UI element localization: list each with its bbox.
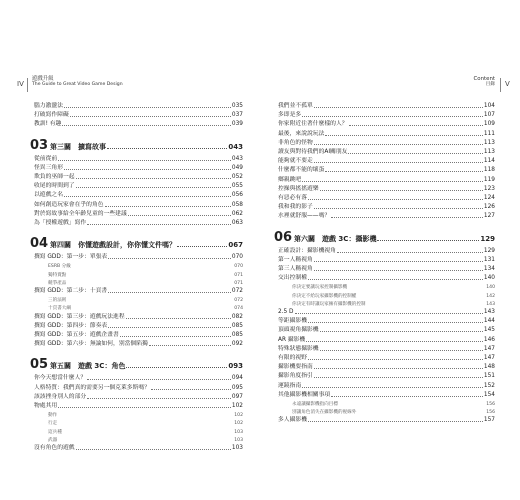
- entry-title: 沒有角色的遊戲: [34, 445, 75, 451]
- entry-title: 第三人稱視角: [278, 266, 313, 272]
- entry-title: 多即是多: [278, 112, 302, 119]
- entry-title: 怪異三角形: [34, 164, 63, 171]
- leader-dots: [295, 313, 483, 314]
- leader-dots: [302, 116, 483, 117]
- entry-title: 以遊戲之名: [34, 192, 63, 199]
- leader-dots: [126, 367, 227, 368]
- toc-entry: [34, 393, 243, 401]
- entry-page: 143: [483, 309, 495, 315]
- entry-page: 097: [231, 393, 243, 400]
- toc-entry: [278, 102, 495, 110]
- entry-title: 能夠就不要走: [278, 158, 313, 165]
- entry-page: 127: [483, 213, 495, 220]
- chapter-title: 第五關 遊戲 3C：角色: [50, 362, 126, 371]
- toc-entry: [278, 157, 495, 165]
- entry-page: 131: [483, 256, 495, 263]
- entry-title: 收尾的時間到了: [34, 183, 75, 190]
- entry-title: 讀友與對待我們的AI關朋友: [278, 149, 348, 155]
- leader-dots: [331, 396, 483, 397]
- leader-dots: [348, 153, 482, 154]
- entry-title: 撰寫 GDD：第三步：遊戲玩法進程: [34, 313, 125, 320]
- entry-title: 撰寫 GDD：第四步：節奏表: [34, 322, 108, 329]
- leader-dots: [64, 107, 231, 108]
- entry-title: 我和我的影子: [278, 204, 313, 211]
- entry-page: 123: [483, 185, 495, 192]
- entry-title: 行走: [48, 421, 58, 427]
- entry-title: 動作: [48, 413, 58, 419]
- leader-dots: [325, 171, 483, 172]
- toc-entry: [34, 384, 243, 392]
- toc-subentry: [278, 292, 495, 300]
- entry-page: 037: [231, 112, 243, 119]
- toc-entry: [34, 322, 243, 330]
- entry-page: 094: [231, 375, 243, 382]
- entry-page: 156: [486, 402, 495, 407]
- toc-entry: [278, 212, 495, 220]
- leader-dots: [314, 368, 483, 369]
- entry-title: 鄉親跳吧: [278, 176, 302, 183]
- entry-page: 156: [486, 410, 495, 416]
- leader-dots: [76, 187, 231, 188]
- toc-entry: [34, 191, 243, 199]
- chapter-heading: [30, 357, 243, 373]
- toc-entry: [278, 416, 495, 424]
- leader-dots: [314, 162, 483, 163]
- entry-title: 打破寫作障礙: [34, 112, 69, 119]
- toc-entry: [34, 331, 243, 339]
- entry-title: 對於寫故事給全年齡兒童的一些建議: [34, 210, 127, 217]
- toc-entry: [278, 345, 495, 353]
- chapter-page: 093: [228, 362, 243, 371]
- entry-page: 085: [231, 332, 243, 338]
- leader-dots: [64, 169, 231, 170]
- entry-page: 062: [231, 210, 243, 217]
- header-title: 遊戲升級: [32, 76, 54, 82]
- entry-title: 第一人稱視角: [278, 256, 313, 263]
- entry-title: 別讓角色消失在攝影機的視線外: [292, 410, 357, 416]
- chapter-page: 043: [228, 142, 243, 151]
- entry-page: 102: [234, 421, 243, 427]
- entry-title: 獨特賣點: [48, 272, 67, 278]
- leader-dots: [108, 327, 231, 328]
- toc-entry: [278, 372, 495, 380]
- entry-title: 撰寫 GDD：第二步：十頁書: [34, 288, 108, 294]
- chapter-heading: [274, 229, 495, 245]
- entry-page: 119: [483, 176, 495, 183]
- entry-page: 103: [234, 437, 243, 443]
- toc-entry: [34, 219, 243, 227]
- toc-subentry: [278, 400, 495, 408]
- chapter-number: 04: [30, 236, 49, 252]
- leader-dots: [64, 196, 231, 197]
- entry-title: 最後，來說說玩法: [278, 130, 325, 137]
- entry-title: 你決定不給玩家攝影機的控制權: [292, 293, 357, 299]
- leader-dots: [302, 181, 483, 182]
- leader-dots: [377, 240, 479, 241]
- entry-page: 154: [483, 391, 495, 398]
- right-page: [260, 0, 520, 500]
- leader-dots: [325, 135, 483, 136]
- entry-title: 三的法則: [48, 298, 67, 304]
- header-rule: [500, 78, 501, 92]
- toc-entry: [278, 120, 495, 128]
- chapter-title: 第四關 你懂遊戲設計，你你懂文件嗎？: [50, 241, 176, 250]
- entry-page: 126: [483, 204, 495, 211]
- leader-dots: [151, 389, 231, 390]
- entry-page: 152: [483, 382, 495, 389]
- chapter-title: 第三關 擴寫故事: [50, 142, 106, 151]
- toc-entry: [278, 166, 495, 174]
- entry-title: 武器: [48, 437, 58, 443]
- entry-title: 水裡就舒服——嗎？: [278, 213, 331, 220]
- toc-subentry: [34, 304, 243, 312]
- toc-entry: [278, 247, 495, 255]
- chapter-number: 05: [30, 357, 49, 373]
- toc-entry: [278, 391, 495, 399]
- chapter-number: 06: [274, 229, 293, 245]
- leader-dots: [320, 190, 483, 191]
- entry-page: 142: [486, 293, 495, 299]
- chapter-heading: [30, 137, 243, 153]
- toc-subentry: [34, 262, 243, 270]
- entry-page: 104: [483, 103, 495, 109]
- leader-dots: [314, 144, 483, 145]
- toc-subentry: [34, 271, 243, 279]
- entry-title: 有惡必有落: [278, 195, 307, 201]
- toc-entry: [278, 308, 495, 316]
- leader-dots: [308, 322, 483, 323]
- entry-title: 教訓! 有趣: [34, 121, 62, 128]
- toc-entry: [34, 155, 243, 163]
- toc-entry: [34, 340, 243, 348]
- toc-entry: [278, 274, 495, 282]
- entry-page: 124: [483, 195, 495, 201]
- entry-page: 039: [231, 121, 243, 128]
- entry-page: 072: [234, 298, 243, 304]
- toc-entry: [34, 210, 243, 218]
- entry-title: 你家附近住著什麼樣的人？: [278, 121, 348, 128]
- entry-title: 如何創造玩家會在乎的角色: [34, 201, 104, 208]
- entry-page: 035: [231, 103, 243, 109]
- toc-entry: [34, 173, 243, 181]
- entry-title: 頂頭視角攝影機: [278, 327, 319, 334]
- leader-dots: [308, 359, 483, 360]
- entry-title: 競爭產品: [48, 280, 67, 286]
- running-header: [474, 76, 495, 88]
- leader-dots: [308, 421, 483, 422]
- entry-title: 十頁書大綱: [48, 306, 71, 312]
- entry-title: 這兵種: [48, 429, 62, 435]
- entry-title: AR 攝影機: [278, 336, 306, 343]
- leader-dots: [58, 407, 231, 408]
- leader-dots: [128, 215, 231, 216]
- entry-title: 物處其用: [34, 403, 58, 409]
- chapter-page: 067: [228, 241, 243, 250]
- entry-page: 074: [234, 306, 243, 312]
- entry-page: 072: [231, 288, 243, 294]
- entry-page: 103: [234, 429, 243, 435]
- chapter-page: 129: [480, 234, 495, 243]
- chapter-number: 03: [30, 137, 49, 153]
- entry-title: 正確設計：攝影機視角: [278, 247, 336, 254]
- entry-page: 114: [483, 158, 495, 165]
- leader-dots: [314, 270, 483, 271]
- entry-page: 063: [231, 220, 243, 226]
- leader-dots: [62, 125, 231, 126]
- toc-entry: [278, 148, 495, 156]
- entry-title: 有限的視野: [278, 355, 307, 361]
- entry-title: 什麼都不能的壞蛋: [278, 167, 325, 174]
- entry-page: 082: [231, 313, 243, 320]
- entry-title: 攝影機要指南: [278, 364, 313, 371]
- entry-page: 145: [483, 327, 495, 334]
- entry-title: 欺負的巫師一起: [34, 174, 75, 180]
- page-number: IV: [17, 80, 24, 88]
- leader-dots: [177, 246, 227, 247]
- toc-entry: [278, 354, 495, 362]
- header-subtitle: 目錄: [485, 82, 495, 87]
- entry-page: 107: [483, 112, 495, 119]
- toc-entry: [34, 444, 243, 452]
- running-header: [32, 76, 123, 88]
- toc-entry: [34, 111, 243, 119]
- entry-page: 102: [234, 413, 243, 419]
- entry-title: 永遠讓攝影機指向目標: [292, 402, 338, 407]
- toc-entry: [34, 374, 243, 382]
- entry-page: 058: [231, 201, 243, 208]
- leader-dots: [314, 208, 483, 209]
- toc-entry: [34, 182, 243, 190]
- entry-page: 055: [231, 183, 243, 190]
- entry-title: 人格特質：我們真的需要另一個克萊多斯嗎？: [34, 384, 150, 391]
- entry-title: 等距攝影機: [278, 318, 307, 325]
- leader-dots: [126, 318, 231, 319]
- leader-dots: [308, 279, 483, 280]
- toc-entry: [278, 326, 495, 334]
- entry-title: 2.5 D: [278, 309, 294, 315]
- entry-title: 攝影角度指引: [278, 373, 313, 380]
- leader-dots: [87, 224, 231, 225]
- chapter-title: 第六關 遊戲 3C：攝影機: [294, 234, 377, 243]
- entry-page: 070: [231, 254, 243, 261]
- entry-title: 撰寫 GDD：第五步：遊戲企畫書: [34, 332, 119, 338]
- leader-dots: [76, 178, 231, 179]
- header-title: Content: [473, 76, 495, 82]
- toc-entry: [278, 256, 495, 264]
- header-subtitle: The Guide to Great Video Game Design: [32, 82, 123, 87]
- toc-subentry: [278, 300, 495, 308]
- toc-entry: [278, 139, 495, 147]
- entry-page: 129: [483, 247, 495, 254]
- leader-dots: [87, 379, 231, 380]
- chapter-heading: [30, 236, 243, 252]
- toc-entry: [278, 203, 495, 211]
- entry-page: 134: [483, 266, 495, 272]
- leader-dots: [320, 350, 483, 351]
- toc-entry: [278, 111, 495, 119]
- toc-entry: [278, 363, 495, 371]
- entry-page: 111: [483, 130, 495, 137]
- entry-page: 095: [231, 384, 243, 391]
- toc-entry: [34, 287, 243, 295]
- header-rule: [27, 78, 28, 92]
- leader-dots: [302, 387, 483, 388]
- entry-page: 085: [231, 322, 243, 329]
- entry-page: 113: [483, 149, 495, 155]
- leader-dots: [120, 336, 231, 337]
- leader-dots: [76, 449, 231, 450]
- leader-dots: [58, 160, 231, 161]
- toc-entry: [34, 164, 243, 172]
- entry-title: 腦力激盪法: [34, 103, 63, 109]
- entry-page: 113: [483, 139, 495, 146]
- leader-dots: [306, 341, 483, 342]
- toc-entry: [34, 201, 243, 209]
- entry-page: 157: [483, 417, 495, 424]
- entry-page: 071: [234, 280, 243, 286]
- leader-dots: [314, 377, 483, 378]
- entry-title: 你今天想當什麼人？: [34, 375, 87, 382]
- entry-page: 070: [234, 264, 243, 270]
- leader-dots: [108, 292, 231, 293]
- toc-entry: [278, 265, 495, 273]
- toc-entry: [278, 194, 495, 202]
- entry-title: 運鏡指南: [278, 382, 302, 389]
- leader-dots: [349, 125, 483, 126]
- entry-page: 151: [483, 373, 495, 380]
- leader-dots: [108, 258, 231, 259]
- entry-page: 092: [231, 341, 243, 348]
- entry-title: 交出控制權: [278, 275, 307, 282]
- toc-subentry: [34, 411, 243, 419]
- entry-page: 103: [231, 445, 243, 451]
- toc-entry: [34, 102, 243, 110]
- entry-page: 143: [486, 301, 495, 307]
- toc-subentry: [34, 296, 243, 304]
- leader-dots: [337, 252, 483, 253]
- leader-dots: [70, 116, 231, 117]
- leader-dots: [331, 217, 483, 218]
- toc-subentry: [34, 279, 243, 287]
- entry-title: 撰寫 GDD：第六步：無論如何，別當個陷獨: [34, 341, 148, 348]
- toc-entry: [34, 402, 243, 410]
- toc-entry: [278, 185, 495, 193]
- entry-page: 148: [483, 364, 495, 371]
- entry-title: 非角色的怪物: [278, 139, 313, 146]
- entry-title: 從前從前: [34, 155, 58, 162]
- entry-page: 144: [483, 318, 495, 325]
- entry-title: 撰寫 GDD：第一步：單張表: [34, 254, 108, 261]
- toc-entry: [34, 120, 243, 128]
- entry-title: 你決定有時讓玩家擁有攝影機的控制: [292, 301, 366, 307]
- toc-subentry: [34, 436, 243, 444]
- entry-page: 049: [231, 164, 243, 171]
- toc-entry: [34, 253, 243, 261]
- entry-page: 118: [483, 167, 495, 174]
- toc-subentry: [278, 408, 495, 416]
- entry-page: 140: [483, 275, 495, 282]
- page-number: V: [505, 80, 510, 88]
- entry-title: 我們並不孤單: [278, 103, 313, 109]
- toc-entry: [278, 130, 495, 138]
- entry-page: 147: [483, 345, 495, 352]
- leader-dots: [107, 148, 227, 149]
- entry-page: 147: [483, 355, 495, 361]
- toc-entry: [278, 317, 495, 325]
- entry-title: 該該挫身別人的部分: [34, 393, 87, 400]
- entry-page: 071: [234, 272, 243, 278]
- toc-entry: [278, 336, 495, 344]
- toc-entry: [278, 382, 495, 390]
- entry-page: 056: [231, 192, 243, 199]
- leader-dots: [320, 331, 483, 332]
- entry-page: 052: [231, 174, 243, 180]
- leader-dots: [314, 261, 483, 262]
- entry-page: 043: [231, 155, 243, 162]
- entry-title: 特殊狀態攝影機: [278, 345, 319, 352]
- entry-title: 其他攝影機相關事項: [278, 391, 331, 398]
- leader-dots: [314, 107, 483, 108]
- entry-page: 102: [231, 403, 243, 409]
- toc-entry: [278, 176, 495, 184]
- toc-subentry: [34, 419, 243, 427]
- entry-title: 控操與搖搖遊樂: [278, 185, 319, 192]
- entry-title: 多人攝影機: [278, 417, 307, 424]
- entry-title: ESRB 分級: [48, 264, 71, 270]
- entry-page: 109: [483, 121, 495, 128]
- leader-dots: [105, 206, 231, 207]
- toc-subentry: [34, 428, 243, 436]
- leader-dots: [87, 398, 231, 399]
- toc-subentry: [278, 283, 495, 291]
- entry-title: 你決定要讓玩家控制攝影機: [292, 285, 348, 291]
- entry-page: 140: [486, 285, 495, 291]
- toc-entry: [34, 313, 243, 321]
- leader-dots: [149, 345, 231, 346]
- entry-page: 146: [483, 336, 495, 343]
- entry-title: 為「授權遊戲」寫作: [34, 220, 87, 226]
- leader-dots: [308, 199, 483, 200]
